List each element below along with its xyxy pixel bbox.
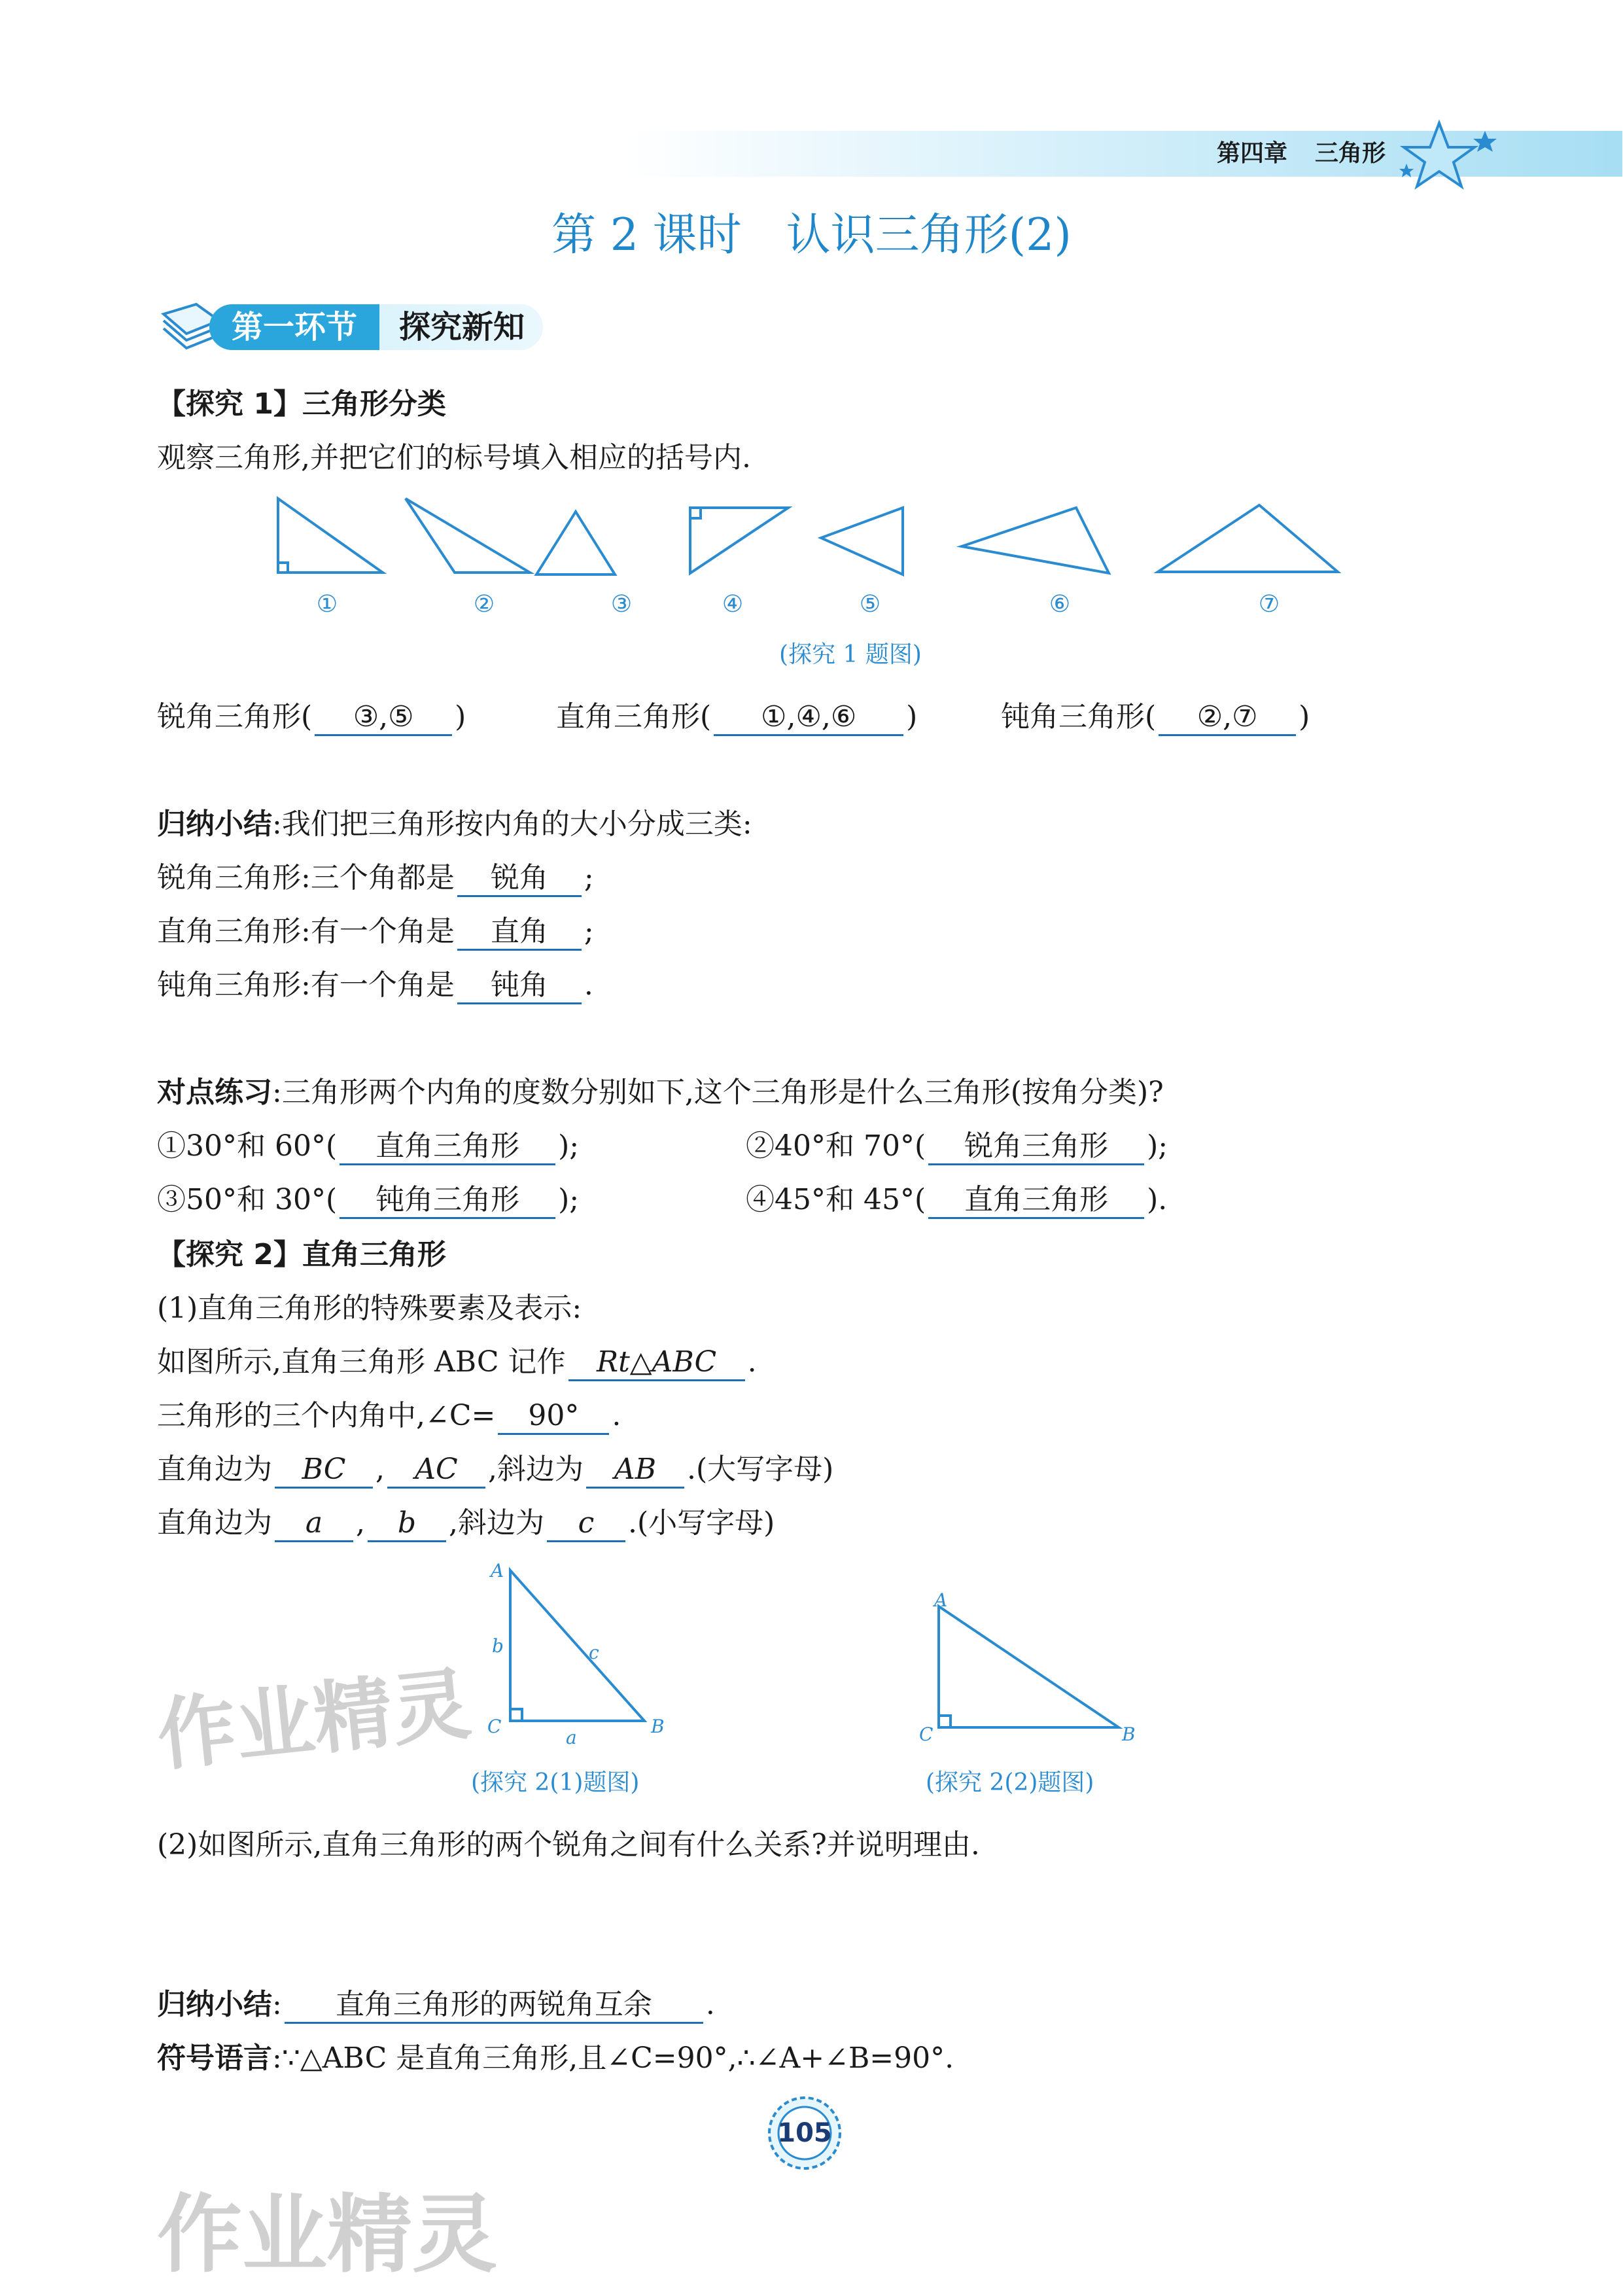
fig1-side-a: a: [566, 1727, 577, 1747]
explore2-line3: 直角边为 BC , AC ,斜边为 AB .(大写字母): [157, 1450, 833, 1489]
triangle-6: [962, 508, 1109, 573]
fig1-vertex-c: C: [487, 1716, 502, 1737]
watermark-middle: 作业精灵: [152, 1659, 475, 1782]
figure-2-2-caption: (探究 2(2)题图): [926, 1769, 1094, 1796]
triangle-4: [690, 508, 788, 573]
triangles-figure: [262, 484, 1374, 635]
label-6: ⑥: [1049, 591, 1071, 618]
triangle-7: [1158, 505, 1338, 572]
watermark-bottom: 作业精灵: [157, 2185, 498, 2284]
triangle-5: [821, 508, 903, 574]
practice-question: 对点练习:三角形两个内角的度数分别如下,这个三角形是什么三角形(按角分类)?: [157, 1076, 1164, 1109]
explore2-line2: 三角形的三个内角中,∠C= 90° .: [157, 1396, 621, 1436]
figure-2-1: [484, 1557, 680, 1747]
label-4: ④: [722, 591, 744, 618]
label-7: ⑦: [1258, 591, 1280, 618]
fig2-vertex-c: C: [919, 1723, 934, 1745]
triangle-1: [278, 499, 383, 573]
explore2-heading: 【探究 2】直角三角形: [157, 1238, 446, 1271]
fig1-vertex-a: A: [491, 1560, 504, 1581]
fig2-vertex-a: A: [934, 1590, 948, 1611]
label-5: ⑤: [859, 591, 881, 618]
triangle-2: [406, 499, 530, 573]
practice-item-4: ④45°和 45°( 直角三角形 ).: [746, 1180, 1167, 1220]
fig1-vertex-b: B: [651, 1716, 665, 1737]
summary1-line-acute: 锐角三角形:三个角都是 锐角 ;: [157, 858, 594, 898]
summary2-line: 归纳小结: 直角三角形的两锐角互余 .: [157, 1985, 715, 2024]
label-2: ②: [473, 591, 495, 618]
section-banner: [157, 301, 582, 353]
fig2-vertex-b: B: [1122, 1723, 1136, 1745]
page-number-badge: [765, 2094, 844, 2172]
star-icon: [1393, 118, 1505, 190]
explore2-line1: 如图所示,直角三角形 ABC 记作 Rt△ABC .: [157, 1343, 757, 1382]
explore2-line4: 直角边为 a , b ,斜边为 c .(小写字母): [157, 1504, 775, 1543]
answer-acute: 锐角三角形( ③,⑤ ): [157, 698, 466, 737]
page-number: 105: [777, 2118, 832, 2148]
practice-item-2: ②40°和 70°( 锐角三角形 );: [746, 1127, 1168, 1166]
answer-obtuse: 钝角三角形( ②,⑦ ): [1001, 698, 1310, 737]
banner-label: 探究新知: [399, 309, 525, 345]
explore1-caption: (探究 1 题图): [779, 641, 922, 668]
summary1-line-obtuse: 钝角三角形:有一个角是 钝角 .: [157, 966, 593, 1005]
summary1-intro: 归纳小结:我们把三角形按内角的大小分成三类:: [157, 807, 752, 841]
banner-tag: 第一环节: [209, 304, 379, 350]
figure-2-1-caption: (探究 2(1)题图): [471, 1769, 640, 1796]
practice-item-3: ③50°和 30°( 钝角三角形 );: [157, 1180, 579, 1220]
page-title: 第 2 课时 认识三角形(2): [551, 209, 1072, 261]
triangle-3: [536, 512, 615, 574]
fig1-side-c: c: [589, 1642, 599, 1663]
chapter-title: 三角形: [1315, 140, 1386, 167]
answer-right: 直角三角形( ①,④,⑥ ): [556, 698, 917, 737]
explore2-sub2: (2)如图所示,直角三角形的两个锐角之间有什么关系?并说明理由.: [157, 1828, 980, 1862]
label-1: ①: [316, 591, 338, 618]
chapter-number: 第四章: [1217, 140, 1288, 167]
explore1-heading: 【探究 1】三角形分类: [157, 387, 446, 421]
explore2-sub1: (1)直角三角形的特殊要素及表示:: [157, 1292, 582, 1325]
summary1-line-right: 直角三角形:有一个角是 直角 ;: [157, 912, 594, 951]
practice-item-1: ①30°和 60°( 直角三角形 );: [157, 1127, 579, 1166]
fig1-side-b: b: [492, 1635, 504, 1657]
symbol-language: 符号语言:∵△ABC 是直角三角形,且∠C=90°,∴∠A+∠B=90°.: [157, 2041, 954, 2075]
figure-2-2: [909, 1590, 1151, 1754]
label-3: ③: [610, 591, 633, 618]
explore1-instruction: 观察三角形,并把它们的标号填入相应的括号内.: [157, 441, 751, 474]
